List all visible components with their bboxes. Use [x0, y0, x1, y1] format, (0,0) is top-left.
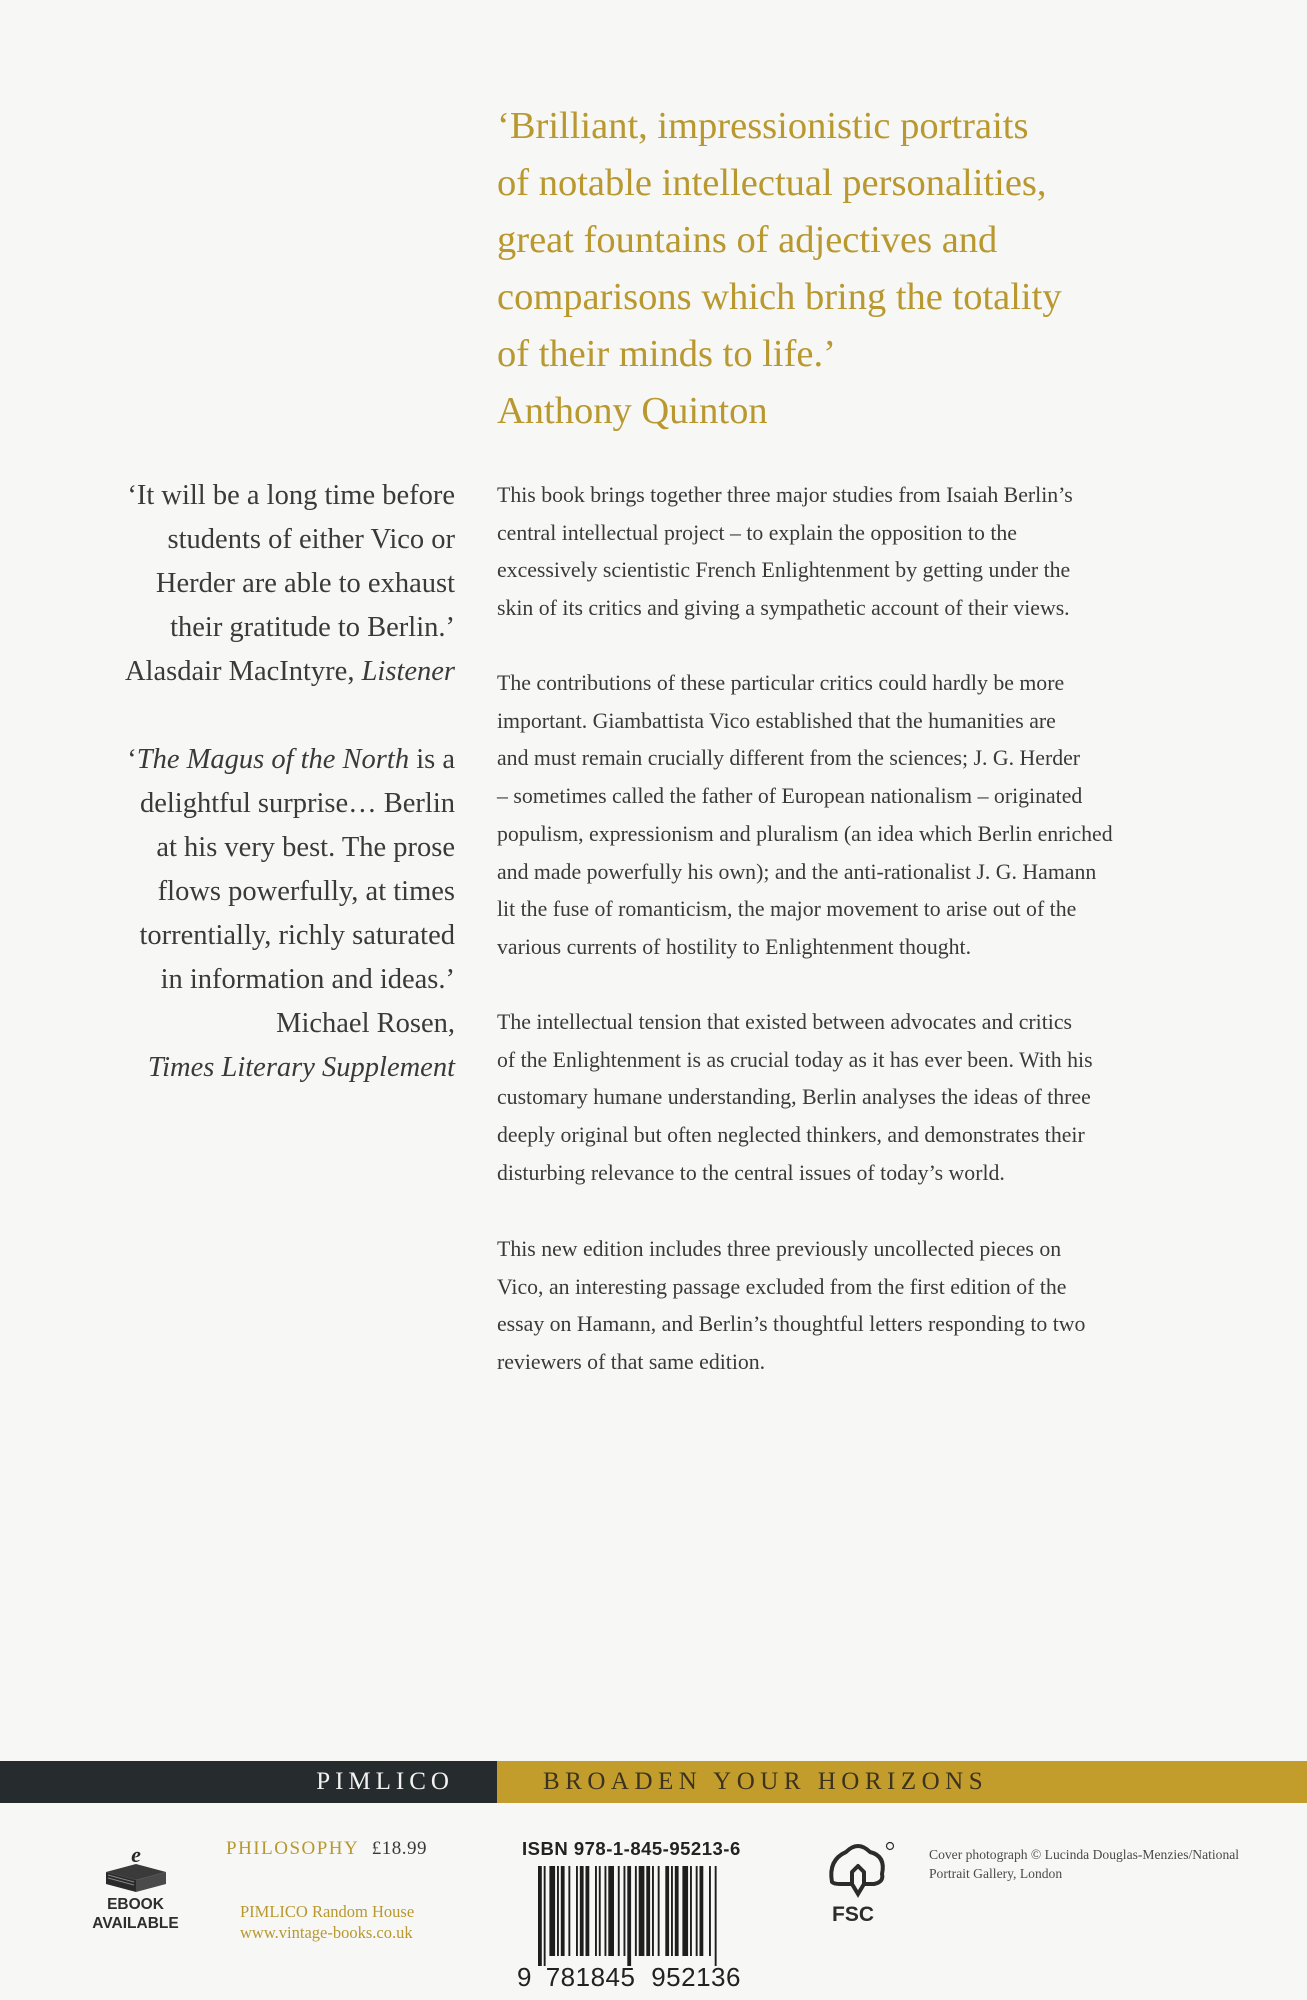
barcode-bar	[696, 1866, 698, 1956]
text-line: essay on Hamann, and Berlin’s thoughtful letters responding to two	[497, 1312, 1086, 1337]
barcode-bar	[580, 1866, 584, 1956]
quote-line: in information and ideas.’	[160, 964, 455, 995]
barcode-bar	[576, 1866, 578, 1956]
barcode-bar	[627, 1866, 631, 1966]
barcode-bar	[557, 1866, 559, 1956]
publisher-info	[240, 1901, 414, 1943]
quote-line: ‘The Magus of the North is a	[127, 744, 455, 775]
text-line: skin of its critics and giving a sympathetic account of their views.	[497, 596, 1070, 621]
text-line: of the Enlightenment is as crucial today as it has ever been. With his	[497, 1047, 1093, 1072]
quote-line: ‘Brilliant, impressionistic portraits	[497, 105, 1029, 147]
quote-line: their gratitude to Berlin.’	[170, 612, 455, 643]
quote-line: of their minds to life.’	[497, 333, 836, 375]
barcode-bar	[599, 1866, 601, 1956]
publisher-name: PIMLICO Random House	[240, 1902, 415, 1921]
svg-text:e: e	[131, 1842, 141, 1867]
barcode-bar	[608, 1866, 614, 1956]
text-line: This new edition includes three previously uncollected pieces on	[497, 1237, 1062, 1261]
barcode-bar	[586, 1866, 590, 1956]
text-line: deeply original but often neglected thinkers, and demonstrates their	[497, 1123, 1085, 1148]
barcode-bar	[568, 1866, 570, 1956]
quote-line: torrentially, richly saturated	[139, 920, 455, 951]
quote-line: Herder are able to exhaust	[155, 568, 455, 599]
barcode-bar	[624, 1866, 626, 1956]
blurb-paragraph-2	[497, 665, 1217, 967]
text-line: important. Giambattista Vico established that the humanities are	[497, 708, 1056, 733]
quote-line: of notable intellectual personalities,	[497, 162, 1047, 204]
text-line: The contributions of these particular critics could hardly be more	[497, 671, 1065, 695]
text-line: The intellectual tension that existed between advocates and critics	[497, 1010, 1072, 1034]
text-line: reviewers of that same edition.	[497, 1350, 766, 1375]
quote-line: great fountains of adjectives and	[497, 219, 998, 261]
barcode-bar	[675, 1866, 679, 1956]
featured-review-quote	[497, 98, 1217, 440]
side-review-rosen	[80, 738, 455, 1090]
cover-photo-credit: Cover photograph © Lucinda Douglas-Menzies/National Portrait Gallery, London	[929, 1847, 1240, 1881]
blurb-paragraph-4	[497, 1231, 1217, 1382]
text-line: Vico, an interesting passage excluded from the first edition of the	[497, 1274, 1067, 1299]
fsc-label: FSC	[832, 1903, 874, 1926]
quote-line: flows powerfully, at times	[157, 876, 455, 907]
quote-source: Times Literary Supplement	[147, 1052, 455, 1083]
text-line: central intellectual project – to explain the opposition to the	[497, 520, 1017, 545]
barcode-bar	[595, 1866, 597, 1956]
quote-line: students of either Vico or	[167, 524, 455, 555]
barcode-bar	[715, 1866, 717, 1966]
text-line: – sometimes called the father of European nationalism – originated	[497, 784, 1083, 809]
text-line: lit the fuse of romanticism, the major movement to arise out of the	[497, 897, 1077, 922]
barcode-bar	[544, 1866, 546, 1966]
category-price	[226, 1838, 427, 1860]
imprint-band: PIMLICO	[0, 1761, 497, 1803]
side-review-macintyre	[80, 474, 455, 694]
quote-line: comparisons which bring the totality	[497, 276, 1062, 318]
barcode-bar	[635, 1866, 637, 1956]
text-line: various currents of hostility to Enlightenment thought.	[497, 934, 972, 959]
category-label: PHILOSOPHY	[226, 1838, 360, 1859]
isbn-label: ISBN 978-1-845-95213-6	[522, 1838, 741, 1859]
barcode-digits: 9 781845 952136	[517, 1962, 741, 1992]
isbn-barcode	[538, 1866, 768, 1966]
barcode-bar	[618, 1866, 620, 1956]
blurb-paragraph-1	[497, 477, 1217, 628]
publisher-website: www.vintage-books.co.uk	[240, 1923, 413, 1942]
quote-line: delightful surprise… Berlin	[139, 788, 455, 819]
barcode-bar	[605, 1866, 607, 1956]
book-title: The Magus of the North	[136, 744, 410, 775]
quote-line: ‘It will be a long time before	[127, 480, 455, 511]
text-line: This book brings together three major studies from Isaiah Berlin’s	[497, 483, 1073, 507]
blurb-paragraph-3	[497, 1004, 1217, 1193]
barcode-bar	[549, 1866, 555, 1956]
barcode-bar	[561, 1866, 565, 1956]
text-line: and made powerfully his own); and the anti-rationalist J. G. Hamann	[497, 859, 1097, 884]
text-line: customary humane understanding, Berlin analyses the ideas of three	[497, 1085, 1091, 1110]
text-line: and must remain crucially different from the sciences; J. G. Herder	[497, 746, 1081, 771]
quote-line: at his very best. The prose	[156, 832, 455, 863]
barcode-bar	[709, 1866, 711, 1956]
text-line: populism, expressionism and pluralism (an idea which Berlin enriched	[497, 821, 1113, 846]
barcode-bar	[700, 1866, 704, 1956]
barcode-bar	[690, 1866, 692, 1956]
barcode-bar	[682, 1866, 688, 1956]
text-line: excessively scientistic French Enlightenment by getting under the	[497, 558, 1071, 583]
barcode-bar	[652, 1866, 654, 1956]
price-label: £18.99	[371, 1838, 427, 1859]
barcode-bar	[671, 1866, 673, 1956]
quote-attribution: Alasdair MacIntyre, Listener	[124, 656, 455, 687]
barcode-bar	[639, 1866, 645, 1956]
barcode-bar	[646, 1866, 650, 1956]
ebook-available-label: EBOOK AVAILABLE	[92, 1896, 179, 1932]
quote-source: Listener	[361, 656, 455, 687]
barcode-bar	[665, 1866, 669, 1956]
barcode-bar	[658, 1866, 660, 1956]
barcode-bar	[538, 1866, 542, 1966]
text-line: disturbing relevance to the central issues of today’s world.	[497, 1160, 1005, 1185]
quote-attribution: Michael Rosen,	[276, 1008, 455, 1039]
tagline-band: BROADEN YOUR HORIZONS	[497, 1761, 1307, 1803]
book-with-e-icon	[100, 1842, 172, 1894]
quote-attribution: Anthony Quinton	[497, 390, 768, 432]
